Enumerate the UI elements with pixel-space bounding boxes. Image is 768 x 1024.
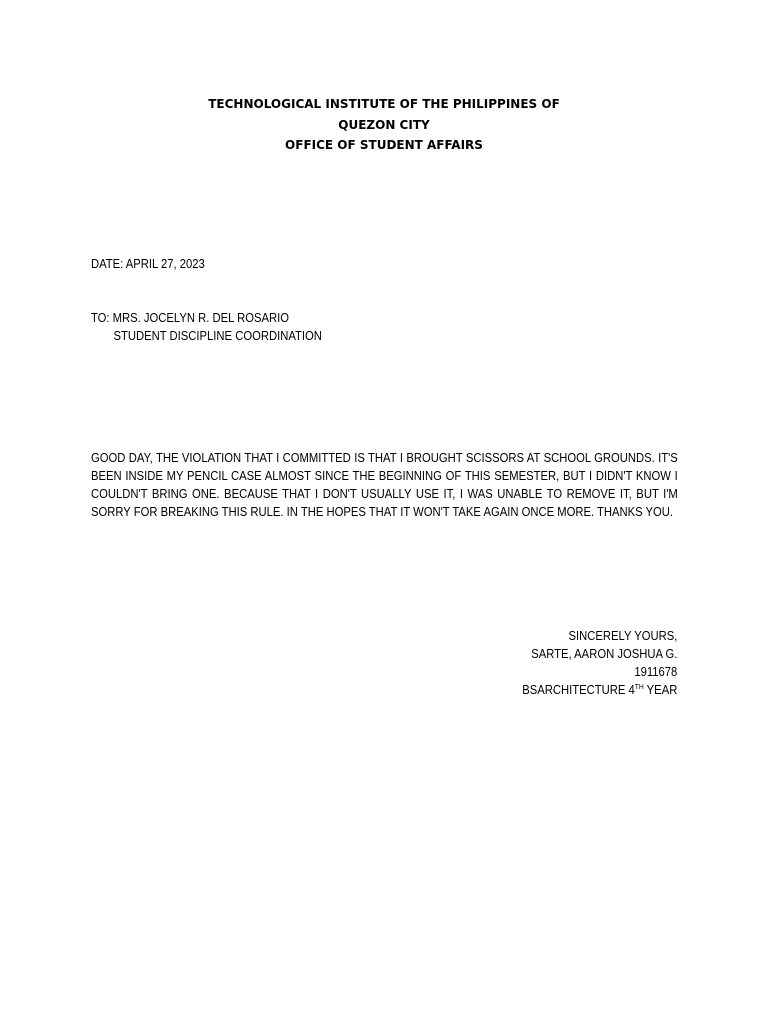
sender-name: SARTE, AARON JOSHUA G. (530, 647, 677, 661)
letter-body: GOOD DAY, THE VIOLATION THAT I COMMITTED IS THAT I BROUGHT SCISSORS AT SCHOOL GROUNDS. IT'S BEEN INSIDE MY PENCIL CASE ALMOST SINCE THE BEGINNING OF THIS SEMESTER, BUT I DIDN'T KNOW I COULDN'T BRING ONE. BECAUSE THAT I DON'T USUALLY USE IT, I WAS UNABLE TO REMOVE IT, BUT I'M SORRY FOR BREAKING THIS RULE. IN THE HOPES THAT IT WON'T TAKE AGAIN ONCE MORE. THANKS YOU. (91, 451, 678, 519)
recipient-department: STUDENT DISCIPLINE COORDINATION (113, 329, 322, 343)
institution-city: QUEZON CITY (338, 117, 430, 132)
letterhead (0, 94, 768, 156)
institution-name: TECHNOLOGICAL INSTITUTE OF THE PHILIPPINES OF (208, 97, 560, 111)
closing-salutation: SINCERELY YOURS, (568, 629, 677, 643)
recipient-name: TO: MRS. JOCELYN R. DEL ROSARIO (91, 311, 289, 325)
program-year (522, 681, 677, 699)
program-prefix: BSARCHITECTURE 4 (521, 683, 635, 697)
student-id: 1911678 (634, 665, 677, 679)
program-suffix: YEAR (643, 683, 677, 697)
signature-block (522, 627, 677, 699)
letter-date: DATE: APRIL 27, 2023 (91, 257, 205, 271)
office-name: OFFICE OF STUDENT AFFAIRS (285, 138, 483, 152)
recipient-block (91, 309, 322, 345)
year-ordinal-suffix: TH (634, 682, 644, 691)
